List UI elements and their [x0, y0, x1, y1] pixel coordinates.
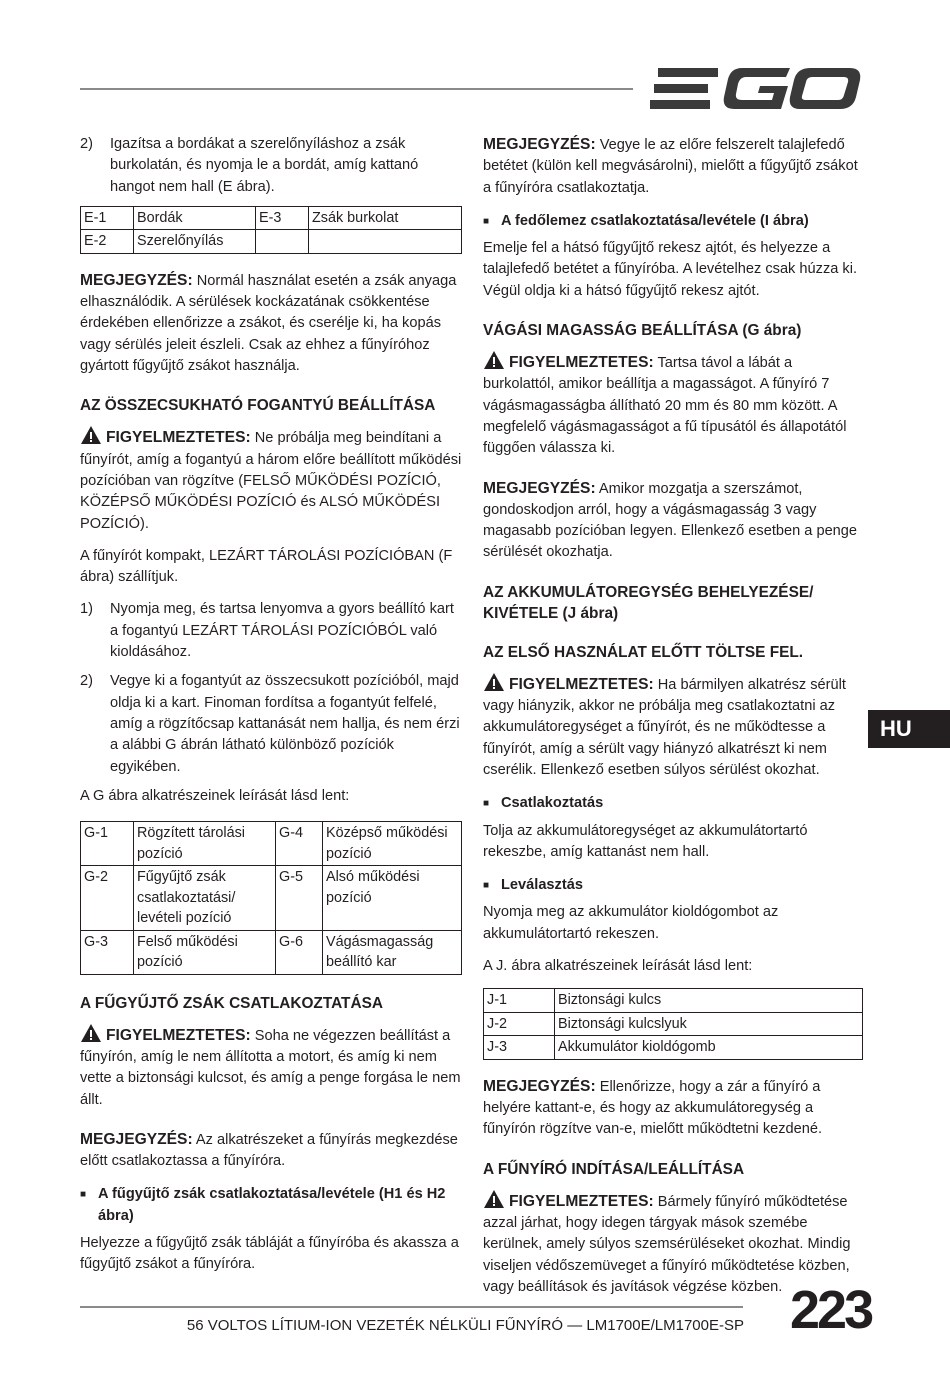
table-cell: Biztonsági kulcslyuk: [555, 1012, 863, 1036]
table-cell: Fűgyűjtő zsák csatlakoztatási/ levételi pozíció: [134, 866, 276, 931]
table-cell: G-2: [81, 866, 134, 931]
left-column: [80, 134, 462, 1287]
section-heading: AZ ÖSSZECSUKHATÓ FOGANTYÚ BEÁLLÍTÁSA: [80, 397, 436, 415]
table-cell: G-4: [276, 822, 323, 866]
warning-icon: [483, 672, 505, 692]
bullet-heading-text: Leválasztás: [501, 877, 583, 894]
warning-text: Ha bármilyen alkatrész sérült vagy hiányzik, akkor ne próbálja meg csatlakoztatni az akkumulátoregységet a fűnyírót, és ne működtesse a fűnyírót, amíg a sérült vagy hiányzó alkatrészt ki nem cserélik. Ellenkező esetben súlyos sérülést okozhat.: [483, 676, 846, 778]
body-paragraph: Tolja az akkumulátoregységet az akkumulátortartó rekeszbe, amíg kattanást nem hall.: [483, 822, 808, 860]
table-cell: [256, 230, 309, 254]
header-rule: [80, 88, 633, 90]
warning-label: FIGYELMEZTETES:: [509, 354, 654, 372]
table-cell: G-6: [276, 930, 323, 974]
note-paragraph: [483, 1076, 865, 1141]
note-label: MEGJEGYZÉS:: [483, 136, 596, 153]
bullet-heading: [483, 211, 865, 232]
table-cell: G-1: [81, 822, 134, 866]
warning-text: Ne próbálja meg beindítani a fűnyírót, amíg a fogantyú a három előre beállított működési pozícióban van rögzítve (FELSŐ MŰKÖDÉSI POZÍCIÓ, KÖZÉPSŐ MŰKÖDÉSI POZÍCIÓ és ALSÓ MŰKÖDÉSI POZÍCIÓ).: [80, 430, 462, 532]
page-number: 223: [790, 1280, 872, 1340]
table-cell: G-3: [81, 930, 134, 974]
note-paragraph: [80, 1129, 462, 1173]
bullet-heading-text: Csatlakoztatás: [501, 795, 604, 812]
table-row: [81, 822, 462, 866]
note-text: Ellenőrizze, hogy a zár a fűnyíró a helyére kattant-e, és hogy az akkumulátoregység a fűnyírón rögzítve van-e, mielőtt működtetni kezdené.: [483, 1078, 823, 1138]
warning-paragraph: [80, 425, 462, 534]
warning-icon: [483, 350, 505, 370]
table-cell: Rögzített tárolási pozíció: [134, 822, 276, 866]
warning-text: Bármely fűnyíró működtetése azzal járhat, hogy idegen tárgyak mások szemébe kerülnek, amely súlyos szemsérüléseket okozhat. Mindig viseljen védőszemüveget a fűnyíró működtetése közben, vagy beállítások és javítások végzése közben.: [483, 1193, 851, 1295]
note-paragraph: [483, 478, 865, 564]
table-cell: J-1: [484, 989, 555, 1013]
note-label: MEGJEGYZÉS:: [483, 1077, 596, 1095]
section-heading: VÁGÁSI MAGASSÁG BEÁLLÍTÁSA (G ábra): [483, 322, 802, 340]
body-paragraph: Helyezze a fűgyűjtő zsák tábláját a fűnyíróba és akassza a fűgyűjtő zsákot a fűnyíróra.: [80, 1235, 459, 1273]
right-column: [483, 134, 865, 1309]
table-row: [81, 930, 462, 974]
table-cell: J-3: [484, 1036, 555, 1060]
table-cell: [309, 230, 462, 254]
footer-text: 56 VOLTOS LÍTIUM-ION VEZETÉK NÉLKÜLI FŰNYÍRÓ — LM1700E/LM1700E-SP: [186, 1317, 744, 1334]
step-text: Igazítsa a bordákat a szerelőnyíláshoz a zsák burkolatán, és nyomja le a bordát, amíg kattanó hangot nem hall (E ábra).: [110, 136, 419, 195]
section-heading: A FŰNYÍRÓ INDÍTÁSA/LEÁLLÍTÁSA: [483, 1160, 745, 1178]
table-j: [483, 988, 863, 1060]
warning-icon: [80, 425, 102, 445]
table-cell: Vágásmagasság beállító kar: [323, 930, 462, 974]
table-cell: Alsó működési pozíció: [323, 866, 462, 931]
step-text: Nyomja meg, és tartsa lenyomva a gyors beállító kart a fogantyú LEZÁRT TÁROLÁSI POZÍCIÓBÓL való kioldásához.: [110, 601, 454, 661]
warning-icon: [483, 1189, 505, 1209]
note-text: Vegye le az előre felszerelt talajlefedő betétet (külön kell megvásárolni), mielőtt a fűgyűjtő zsákot a fűnyíróra csatlakoztatja.: [483, 137, 858, 196]
section-heading: AZ ELSŐ HASZNÁLAT ELŐTT TÖLTSE FEL.: [483, 643, 804, 661]
warning-paragraph: [80, 1023, 462, 1111]
square-bullet-icon: ■: [483, 798, 490, 810]
table-cell: E-2: [81, 230, 134, 254]
note-text: Az alkatrészeket a fűnyírás megkezdése előtt csatlakoztassa a fűnyíróra.: [80, 1131, 458, 1170]
square-bullet-icon: ■: [80, 1189, 87, 1201]
body-paragraph: A G ábra alkatrészeinek leírását lásd lent:: [80, 787, 350, 804]
warning-paragraph: [483, 350, 865, 459]
table-cell: Akkumulátor kioldógomb: [555, 1036, 863, 1060]
step-text: Vegye ki a fogantyút az összecsukott pozícióból, majd oldja ki a kart. Finoman fordítsa a fogantyút felfelé, amíg a rögzítőcsap kattanását nem hallja, és nem érzi a alábbi G ábrán látható különböző pozíciók egyikében.: [110, 673, 460, 775]
table-cell: Zsák burkolat: [309, 206, 462, 230]
section-heading: AZ AKKUMULÁTOREGYSÉG BEHELYEZÉSE/ KIVÉTELE (J ábra): [483, 583, 814, 622]
step-number: 1): [80, 601, 93, 618]
warning-icon: [80, 1023, 102, 1043]
table-cell: Felső működési pozíció: [134, 930, 276, 974]
note-label: MEGJEGYZÉS:: [80, 271, 193, 289]
note-label: MEGJEGYZÉS:: [483, 479, 596, 497]
table-row: [484, 1012, 863, 1036]
table-row: [484, 989, 863, 1013]
step-number: 2): [80, 136, 93, 152]
table-row: [81, 230, 462, 254]
body-paragraph: Emelje fel a hátsó fűgyűjtő rekesz ajtót, és helyezze a talajlefedő betétet a fűnyíróba. A levételhez csak húzza ki. Végül oldja ki a hátsó fűgyűjtő rekesz ajtót.: [483, 240, 857, 299]
table-cell: Bordák: [134, 206, 256, 230]
table-cell: E-1: [81, 206, 134, 230]
note-paragraph: [80, 270, 462, 377]
ego-logo: [650, 64, 862, 114]
square-bullet-icon: ■: [483, 880, 490, 892]
note-paragraph: [483, 134, 865, 199]
warning-text: Soha ne végezzen beállítást a fűnyírón, amíg le nem állította a motort, és amíg ki nem vette a biztonsági kulcsot, és amíg a penge forgása le nem állt.: [80, 1027, 461, 1108]
step-number: 2): [80, 673, 93, 690]
warning-label: FIGYELMEZTETES:: [509, 675, 654, 693]
square-bullet-icon: ■: [483, 215, 490, 227]
step-item: [80, 671, 462, 777]
step-item: [80, 134, 462, 198]
table-cell: Biztonsági kulcs: [555, 989, 863, 1013]
bullet-heading-text: A fedőlemez csatlakoztatása/levétele (I ábra): [501, 212, 809, 229]
bullet-heading: [80, 1184, 462, 1227]
table-cell: Szerelőnyílás: [134, 230, 256, 254]
warning-label: FIGYELMEZTETES:: [106, 1026, 251, 1044]
table-e: [80, 206, 462, 254]
table-row: [484, 1036, 863, 1060]
warning-text: Tartsa távol a lábát a burkolattól, amikor beállítja a magasságot. A fűnyíró 7 vágásmagasságba állítható 20 mm és 80 mm között. A megfelelő vágásmagasságot a fű típusától és állapotától függően válassza ki.: [483, 355, 847, 457]
note-text: Amikor mozgatja a szerszámot, gondoskodjon arról, hogy a vágásmagasság 3 vagy magasabb pozícióban legyen. Ellenkező esetben a penge sérülését okozhatja.: [483, 480, 858, 561]
bullet-heading: [483, 875, 865, 896]
footer-rule: [80, 1306, 743, 1308]
table-cell: E-3: [256, 206, 309, 230]
table-row: [81, 206, 462, 230]
note-text: Normál használat esetén a zsák anyaga elhasználódik. A sérülések kockázatának csökkentése érdekében ellenőrizze a zsákot, és cserélje ki, ha kopás vagy sérülés jeleit észleli. Csak az ehhez a fűnyíróhoz gyártott fűgyűjtő zsákot használja.: [80, 272, 457, 375]
table-row: [81, 866, 462, 931]
warning-label: FIGYELMEZTETES:: [509, 1192, 654, 1210]
warning-label: FIGYELMEZTETES:: [106, 429, 251, 447]
bullet-heading: [483, 793, 865, 814]
warning-paragraph: [483, 672, 865, 781]
language-tab: HU: [868, 710, 950, 748]
body-paragraph: A fűnyírót kompakt, LEZÁRT TÁROLÁSI POZÍCIÓBAN (F ábra) szállítjuk.: [80, 547, 453, 586]
table-cell: G-5: [276, 866, 323, 931]
table-cell: J-2: [484, 1012, 555, 1036]
note-label: MEGJEGYZÉS:: [80, 1130, 193, 1148]
body-paragraph: A J. ábra alkatrészeinek leírását lásd lent:: [483, 958, 753, 975]
body-paragraph: Nyomja meg az akkumulátor kioldógombot az akkumulátortartó rekeszen.: [483, 904, 779, 942]
bullet-heading-text: A fűgyűjtő zsák csatlakoztatása/levétele (H1 és H2 ábra): [98, 1186, 446, 1224]
table-g: [80, 821, 462, 975]
table-cell: Középső működési pozíció: [323, 822, 462, 866]
section-heading: A FŰGYŰJTŐ ZSÁK CSATLAKOZTATÁSA: [80, 994, 383, 1012]
step-item: [80, 599, 462, 663]
